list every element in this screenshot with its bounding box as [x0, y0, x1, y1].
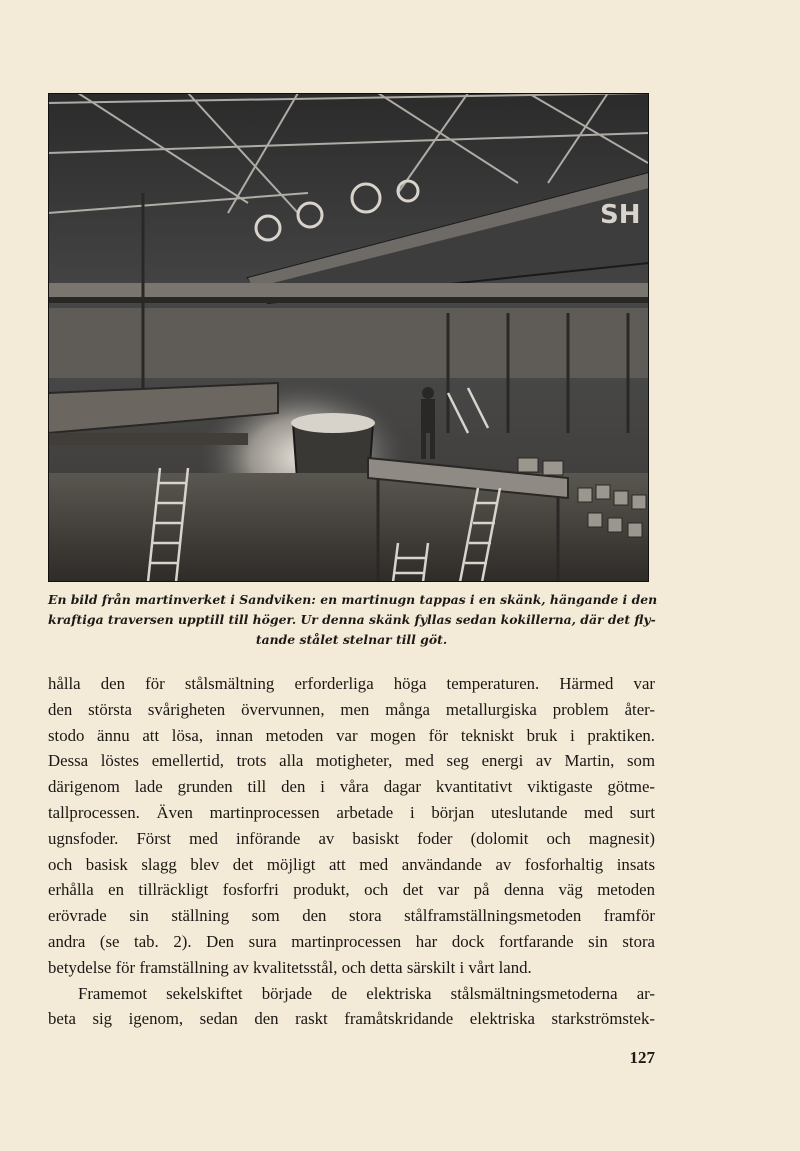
caption-line: kraftiga traversen upptill till höger. Ur denna skänk fyllas sedan kokillerna, där det fly-	[48, 612, 656, 627]
body-line: stodo ännu att lösa, innan metoden var mogen för tekniskt bruk i praktiken.	[48, 725, 655, 745]
body-line: betydelse för framställning av kvalitetsstål, och detta särskilt i vårt land.	[48, 957, 532, 977]
body-line: andra (se tab. 2). Den sura martinprocessen har dock fortfarande sin stora	[48, 931, 655, 951]
steelworks-photo	[48, 93, 649, 582]
figure-caption	[48, 590, 658, 650]
body-line: beta sig igenom, sedan den raskt framåtskridande elektriska starkströmstek-	[48, 1009, 655, 1029]
body-line: erhålla en tillräckligt fosforfri produkt, och det var på denna väg metoden	[48, 880, 655, 900]
body-line: ugnsfoder. Först med införande av basiskt foder (dolomit och magnesit)	[48, 828, 655, 848]
body-line: därigenom lade grunden till den i våra dagar kvantitativt viktigaste götme-	[48, 777, 655, 797]
caption-line: tande stålet stelnar till göt.	[255, 632, 448, 647]
body-line: och basisk slagg blev det möjligt att med användande av fosforhaltig insats	[48, 854, 655, 874]
body-line: Dessa löstes emellertid, trots alla motigheter, med seg energi av Martin, som	[48, 751, 655, 771]
body-line: hålla den för stålsmältning erforderliga höga temperaturen. Härmed var	[48, 674, 655, 693]
body-line: den största svårigheten övervunnen, men många metallurgiska problem åter-	[48, 699, 655, 719]
page-number: 127	[629, 1048, 655, 1067]
caption-line: En bild från martinverket i Sandviken: en martinugn tappas i en skänk, hängande i den	[48, 592, 658, 607]
body-text	[48, 671, 655, 1032]
body-line: erövrade sin ställning som den stora stålframställningsmetoden framför	[48, 906, 655, 926]
crane-sign-text: SH	[600, 200, 641, 230]
body-line: tallprocessen. Även martinprocessen arbetade i början uteslutande med surt	[48, 802, 655, 822]
steelworks-photo-illustration	[48, 93, 649, 582]
body-line: Framemot sekelskiftet började de elektriska stålsmältningsmetoderna ar-	[78, 983, 655, 1003]
